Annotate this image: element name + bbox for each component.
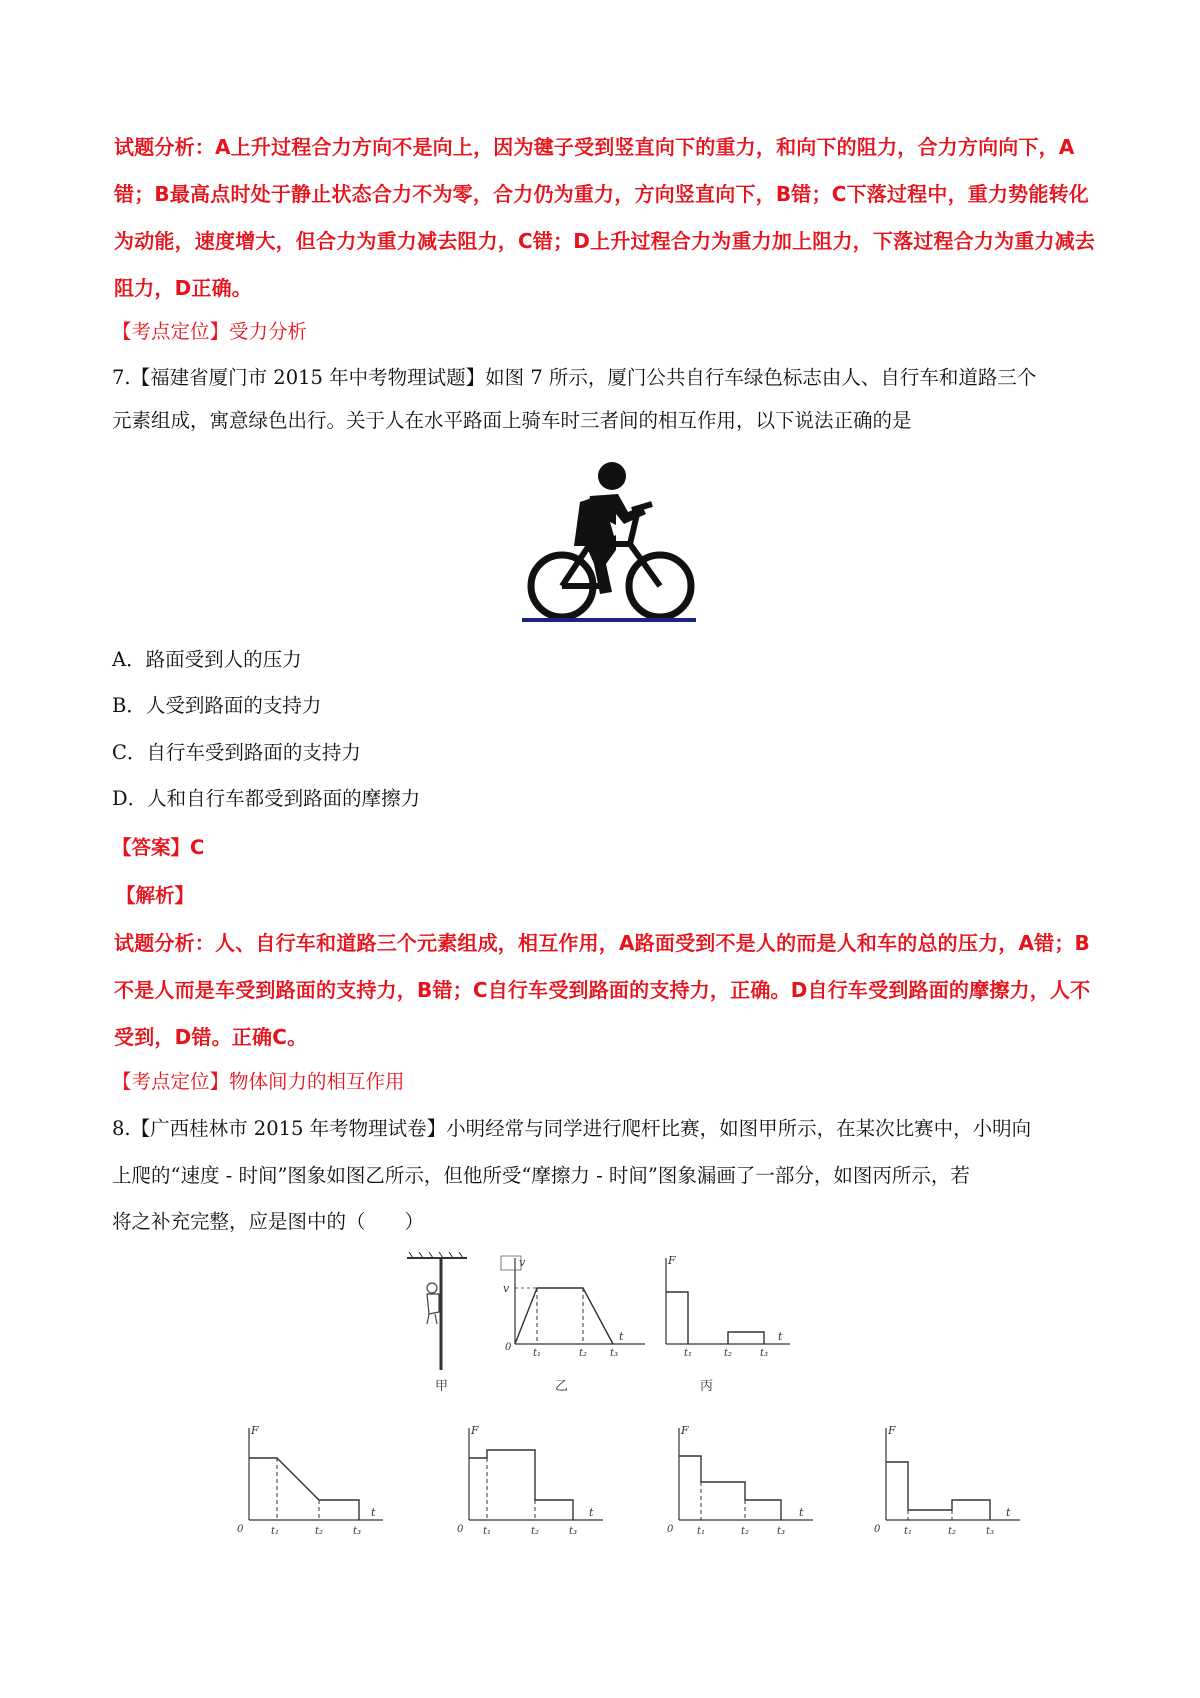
b-t2: t₂ [531, 1526, 540, 1537]
q8-stem-line3: 将之补充完整，应是图中的（ ） [112, 1210, 425, 1233]
d-t: t [1006, 1506, 1011, 1519]
bing-t2: t₂ [724, 1348, 733, 1359]
option-graph-c [665, 1420, 815, 1550]
c-t2: t₂ [741, 1526, 750, 1537]
q7-stem-line2: 元素组成，寓意绿色出行。关于人在水平路面上骑车时三者间的相互作用，以下说法正确的是 [112, 409, 912, 432]
yi-v-axis-label: v [519, 1256, 526, 1269]
q7-answer: 【答案】C [112, 836, 205, 859]
option-graph-d [872, 1420, 1022, 1550]
yi-v-level-label: v [503, 1282, 510, 1295]
bing-t3: t₃ [760, 1348, 769, 1359]
c-F: F [681, 1424, 689, 1437]
d-t3: t₃ [986, 1526, 995, 1537]
q7-option-c: C．自行车受到路面的支持力 [112, 741, 361, 764]
d-t1: t₁ [904, 1526, 913, 1537]
q6-analysis: 试题分析：A上升过程合力方向不是向上，因为毽子受到竖直向下的重力，和向下的阻力，合力方向向下，A错；B最高点时处于静止状态合力不为零，合力仍为重力，方向竖直向下，B错；C下落过程中，重力势能转化为动能，速度增大，但合力为重力减去阻力，C错；D上升过程合力为重力加上阻力，下落过程合力为重力减去阻力，D正确。 [114, 135, 1096, 300]
yi-t3: t₃ [610, 1348, 619, 1359]
q7-option-a: A．路面受到人的压力 [112, 648, 302, 671]
d-t2: t₂ [948, 1526, 957, 1537]
yi-origin: 0 [505, 1342, 512, 1353]
fig-caption-jia: 甲 [435, 1379, 449, 1392]
q7-jiexi-heading: 【解析】 [116, 884, 195, 907]
a-t: t [371, 1506, 376, 1519]
fig-caption-yi: 乙 [555, 1379, 569, 1392]
c-t1: t₁ [697, 1526, 706, 1537]
figure-yi-velocity-time [495, 1252, 645, 1392]
b-t: t [589, 1506, 594, 1519]
d-F: F [888, 1424, 896, 1437]
a-t3: t₃ [353, 1526, 362, 1537]
a-F: F [251, 1424, 259, 1437]
yi-t-axis: t [619, 1330, 624, 1343]
option-graph-b [455, 1420, 605, 1550]
q8-stem-line1: 8.【广西桂林市 2015 年考物理试卷】小明经常与同学进行爬杆比赛，如图甲所示，在某次比赛中，小明向 [112, 1117, 1032, 1140]
q6-kaodian: 【考点定位】受力分析 [112, 320, 308, 343]
cyclist-logo-figure [520, 452, 698, 624]
pole-climber-figure [405, 1252, 485, 1392]
b-F: F [471, 1424, 479, 1437]
c-origin: 0 [667, 1524, 674, 1535]
q7-kaodian: 【考点定位】物体间力的相互作用 [112, 1070, 405, 1093]
bing-F-label: F [668, 1254, 676, 1267]
a-t1: t₁ [271, 1526, 280, 1537]
a-origin: 0 [237, 1524, 244, 1535]
q7-option-b: B．人受到路面的支持力 [112, 694, 322, 717]
q7-analysis: 试题分析：人、自行车和道路三个元素组成，相互作用，A路面受到不是人的而是人和车的总的压力，A错；B不是人而是车受到路面的支持力，B错；C自行车受到路面的支持力，正确。D自行车受到路面的摩擦力，人不受到，D错。正确C。 [114, 931, 1091, 1049]
c-t3: t₃ [777, 1526, 786, 1537]
a-t2: t₂ [315, 1526, 324, 1537]
yi-t2: t₂ [579, 1348, 588, 1359]
d-origin: 0 [874, 1524, 881, 1535]
b-t3: t₃ [569, 1526, 578, 1537]
bing-t-axis: t [778, 1330, 783, 1343]
option-graph-a [235, 1420, 385, 1550]
bing-t1: t₁ [684, 1348, 693, 1359]
yi-t1: t₁ [533, 1348, 542, 1359]
q7-stem-line1: 7.【福建省厦门市 2015 年中考物理试题】如图 7 所示，厦门公共自行车绿色标志由人、自行车和道路三个 [112, 366, 1037, 389]
q8-stem-line2: 上爬的“速度 - 时间”图象如图乙所示，但他所受“摩擦力 - 时间”图象漏画了一部分，如图丙所示，若 [112, 1164, 970, 1187]
figure-bing-friction-time [650, 1252, 790, 1392]
b-origin: 0 [457, 1524, 464, 1535]
c-t: t [799, 1506, 804, 1519]
q7-option-d: D．人和自行车都受到路面的摩擦力 [112, 787, 421, 810]
b-t1: t₁ [483, 1526, 492, 1537]
fig-caption-bing: 丙 [700, 1379, 714, 1392]
